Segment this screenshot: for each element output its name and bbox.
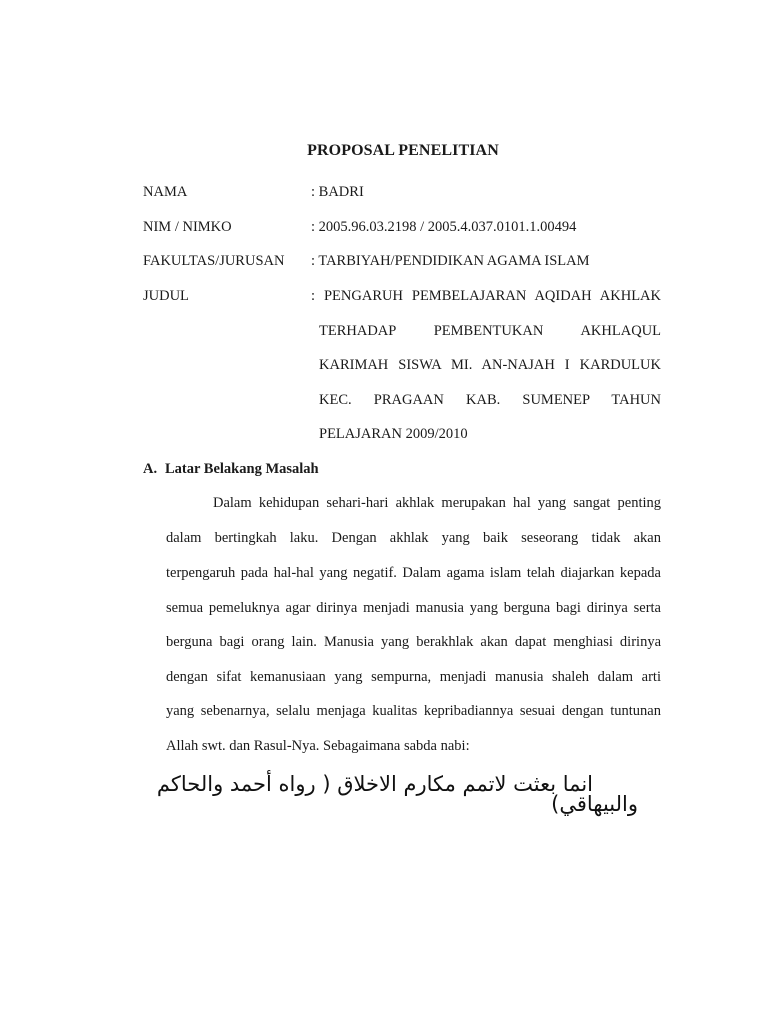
paragraph-line: Dalam kehidupan sehari-hari akhlak merupakan hal yang sangat penting [213, 495, 661, 511]
paragraph-line: dalam bertingkah laku. Dengan akhlak yang baik seseorang tidak akan [166, 530, 661, 546]
section-heading [143, 459, 319, 479]
document-title: PROPOSAL PENELITIAN [307, 142, 499, 159]
paragraph-line: yang sebenarnya, selalu menjaga kualitas kepribadiannya sesuai dengan tuntunan [166, 703, 661, 719]
paragraph-line: berguna bagi orang lain. Manusia yang berakhlak akan dapat menghiasi dirinya [166, 634, 661, 650]
field-value-nama: : BADRI [311, 184, 364, 200]
paragraph-line: Allah swt. dan Rasul-Nya. Sebagaimana sabda nabi: [166, 738, 470, 754]
field-label-judul: JUDUL [143, 288, 189, 304]
field-value-fakultas: : TARBIYAH/PENDIDIKAN AGAMA ISLAM [311, 253, 590, 269]
arabic-quote-line-2: والبيهاقي) [551, 792, 638, 816]
section-letter: A. [143, 461, 158, 477]
paragraph-line: terpengaruh pada hal-hal yang negatif. Dalam agama islam telah diajarkan kepada [166, 565, 661, 581]
field-label-fakultas: FAKULTAS/JURUSAN [143, 253, 285, 269]
judul-line: KEC. PRAGAAN KAB. SUMENEP TAHUN [319, 392, 661, 408]
field-label-nama: NAMA [143, 184, 188, 200]
arabic-quote-line-1: انما بعثت لاتمم مكارم الاخلاق ( رواه أحمد والحاكم [156, 772, 593, 796]
section-title: Latar Belakang Masalah [165, 461, 319, 477]
field-label-nim: NIM / NIMKO [143, 219, 232, 235]
judul-line: PELAJARAN 2009/2010 [319, 426, 468, 442]
judul-line: TERHADAP PEMBENTUKAN AKHLAQUL [319, 323, 661, 339]
paragraph-line: dengan sifat kemanusiaan yang sempurna, menjadi manusia shaleh dalam arti [166, 669, 661, 685]
judul-line: KARIMAH SISWA MI. AN-NAJAH I KARDULUK [319, 357, 661, 373]
field-value-nim: : 2005.96.03.2198 / 2005.4.037.0101.1.00494 [311, 219, 577, 235]
paragraph-line: semua pemeluknya agar dirinya menjadi manusia yang berguna bagi dirinya serta [166, 600, 661, 616]
field-value-judul: : PENGARUH PEMBELAJARAN AQIDAH AKHLAK [311, 288, 661, 304]
